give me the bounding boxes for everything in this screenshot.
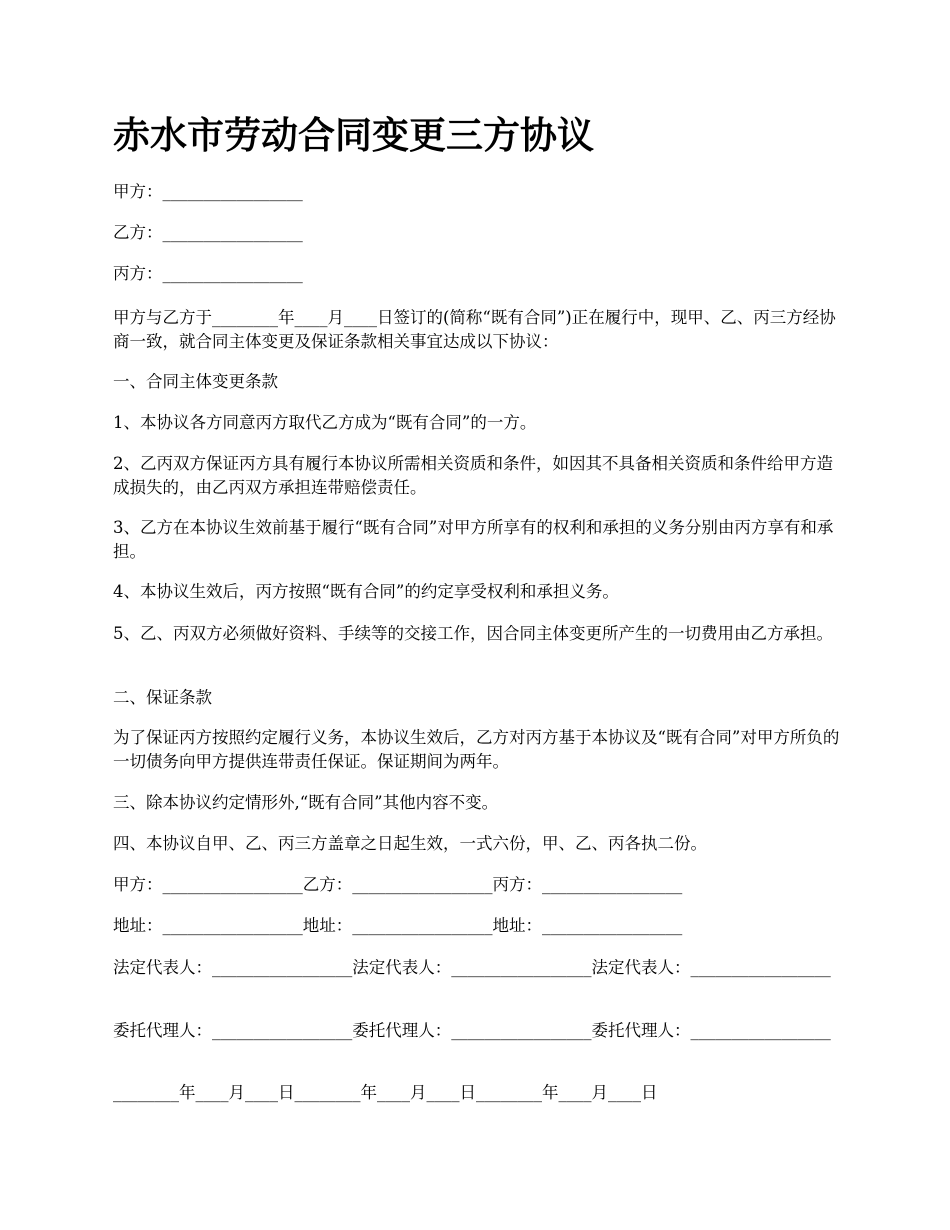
- guarantee-paragraph: 为了保证丙方按照约定履行义务，本协议生效后，乙方对丙方基于本协议及“既有合同”对甲方所负的一切债务向甲方提供连带责任保证。保证期间为两年。: [113, 728, 840, 771]
- section4-paragraph: 四、本协议自甲、乙、丙三方盖章之日起生效，一式六份，甲、乙、丙各执二份。: [113, 834, 707, 853]
- section2-heading: 二、保证条款: [113, 688, 212, 707]
- section3-paragraph: 三、除本协议约定情形外,“既有合同”其他内容不变。: [113, 793, 499, 812]
- signature-parties: 甲方：_________________乙方：_________________丙方：_________________: [113, 875, 683, 894]
- signature-address: 地址：_________________地址：_________________地址：_________________: [113, 916, 683, 935]
- clause-3: 3、乙方在本协议生效前基于履行“既有合同”对甲方所享有的权利和承担的义务分别由丙方享有和承担。: [113, 518, 834, 561]
- party-c-line: 丙方：_________________: [113, 264, 303, 283]
- clause-1: 1、本协议各方同意丙方取代乙方成为“既有合同”的一方。: [113, 413, 537, 432]
- signature-dates: ________年____月____日________年____月____日________年____月____日: [113, 1083, 658, 1102]
- section1-heading: 一、合同主体变更条款: [113, 372, 278, 391]
- clause-2: 2、乙丙双方保证丙方具有履行本协议所需相关资质和条件，如因其不具备相关资质和条件给甲方造成损失的，由乙丙双方承担连带赔偿责任。: [113, 454, 833, 497]
- document-title: 赤水市劳动合同变更三方协议: [113, 114, 594, 157]
- signature-agent: 委托代理人：_________________委托代理人：_________________委托代理人：_________________: [113, 1021, 831, 1040]
- clause-4: 4、本协议生效后，丙方按照“既有合同”的约定享受权利和承担义务。: [113, 582, 619, 601]
- signature-legal-rep: 法定代表人：_________________法定代表人：_________________法定代表人：_________________: [113, 958, 831, 977]
- party-b-line: 乙方：_________________: [113, 223, 303, 242]
- intro-paragraph: 甲方与乙方于________年____月____日签订的(简称“既有合同”)正在履行中，现甲、乙、丙三方经协商一致，就合同主体变更及保证条款相关事宜达成以下协议：: [113, 308, 836, 351]
- party-a-line: 甲方：_________________: [113, 182, 303, 201]
- clause-5: 5、乙、丙双方必须做好资料、手续等的交接工作，因合同主体变更所产生的一切费用由乙方承担。: [113, 624, 833, 643]
